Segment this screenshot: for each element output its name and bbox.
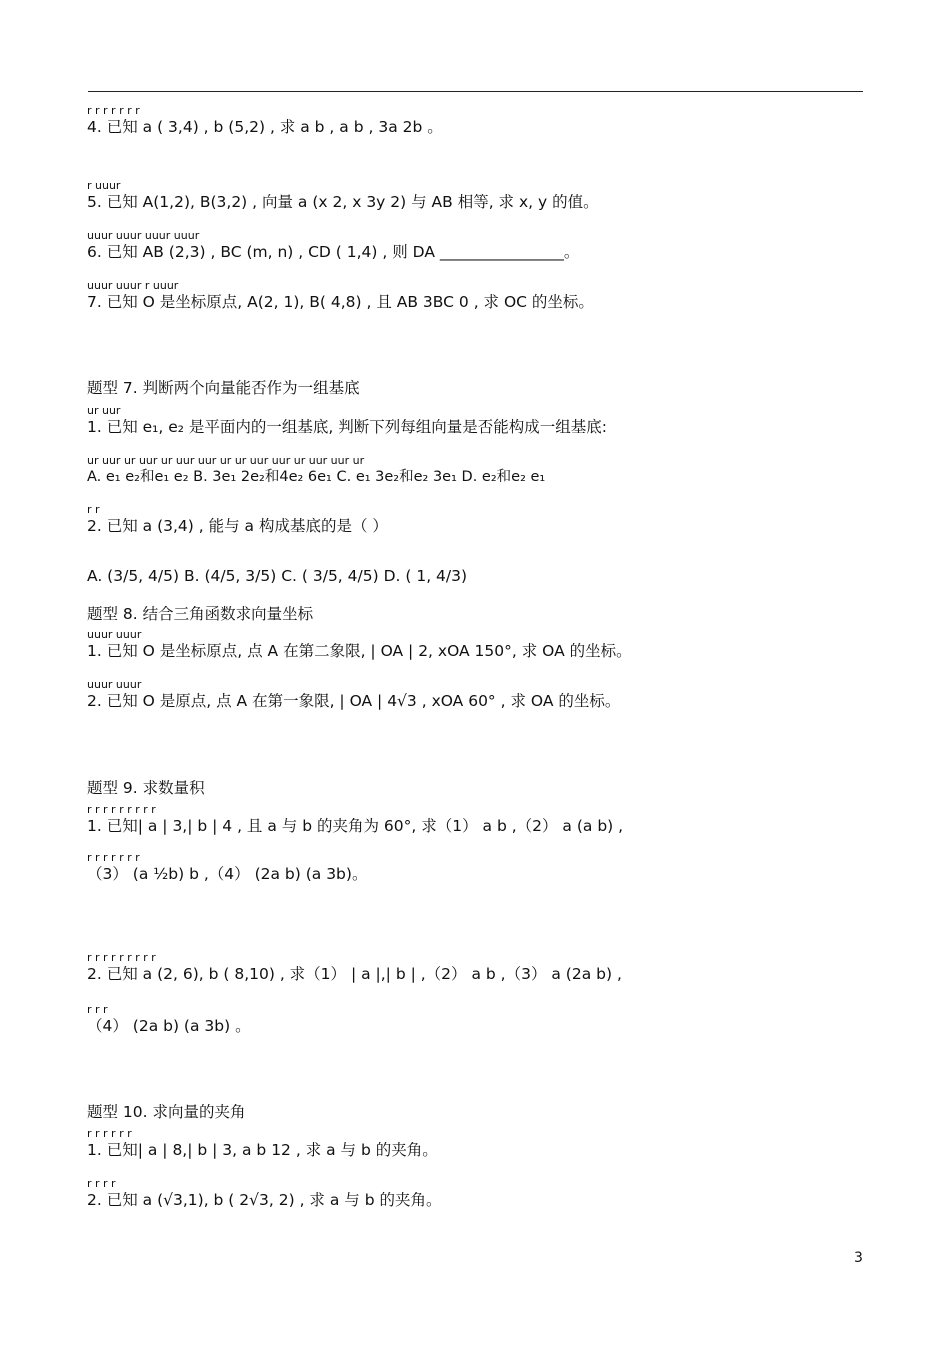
vector-accent-marks: uuur uuur bbox=[87, 678, 142, 691]
section-title bbox=[87, 778, 205, 798]
vector-accent-marks: ur uur ur uur ur uur uur ur ur uur uur ur uur uur ur bbox=[87, 454, 365, 467]
problem-line bbox=[87, 1127, 438, 1160]
vector-accent-marks: ur uur bbox=[87, 404, 121, 417]
problem-text: （4） (2a b) (a 3b) 。 bbox=[87, 1017, 251, 1035]
problem-line bbox=[87, 404, 608, 437]
vector-accent-marks: r r r r r r r bbox=[87, 104, 140, 117]
section-title bbox=[87, 1102, 246, 1122]
problem-text: 5. 已知 A(1,2), B(3,2) , 向量 a (x 2, x 3y 2) 与 AB 相等, 求 x, y 的值。 bbox=[87, 193, 599, 211]
vector-accent-marks: uuur uuur r uuur bbox=[87, 279, 179, 292]
problem-line bbox=[87, 678, 621, 711]
vector-accent-marks: uuur uuur uuur uuur bbox=[87, 229, 200, 242]
problem-text: 6. 已知 AB (2,3) , BC (m, n) , CD ( 1,4) , 则 DA ________________。 bbox=[87, 243, 580, 261]
options-line bbox=[87, 454, 546, 487]
problem-text: 2. 已知 a (3,4) , 能与 a 构成基底的是（ ） bbox=[87, 517, 388, 535]
vector-accent-marks: r r r r r r r r r bbox=[87, 951, 156, 964]
section-title-text: 题型 9. 求数量积 bbox=[87, 779, 205, 797]
problem-line bbox=[87, 1177, 442, 1210]
vector-accent-marks: r r bbox=[87, 503, 100, 516]
vector-accent-marks: r r r r r r r r r bbox=[87, 803, 156, 816]
problem-text: 2. 已知 a (2, 6), b ( 8,10) , 求（1） | a |,| b | ,（2） a b ,（3） a (2a b) , bbox=[87, 965, 622, 983]
problem-line bbox=[87, 179, 599, 212]
problem-text: 1. 已知| a | 8,| b | 3, a b 12 , 求 a 与 b 的夹角。 bbox=[87, 1141, 438, 1159]
problem-text: （3） (a ½b) b ,（4） (2a b) (a 3b)。 bbox=[87, 865, 368, 883]
vector-accent-marks: uuur uuur bbox=[87, 628, 142, 641]
options-line bbox=[87, 566, 467, 586]
vector-accent-marks: r r r bbox=[87, 1003, 108, 1016]
page-number: 3 bbox=[854, 1250, 863, 1266]
problem-line bbox=[87, 628, 632, 661]
header-rule bbox=[88, 91, 863, 92]
problem-text: 1. 已知 O 是坐标原点, 点 A 在第二象限, | OA | 2, xOA 150°, 求 OA 的坐标。 bbox=[87, 642, 632, 660]
problem-text: 4. 已知 a ( 3,4) , b (5,2) , 求 a b , a b , 3a 2b 。 bbox=[87, 118, 443, 136]
section-title-text: 题型 7. 判断两个向量能否作为一组基底 bbox=[87, 379, 360, 397]
problem-line bbox=[87, 803, 624, 836]
options-text: A. (3/5, 4/5) B. (4/5, 3/5) C. ( 3/5, 4/5) D. ( 1, 4/3) bbox=[87, 567, 468, 585]
options-text: A. e₁ e₂和e₁ e₂ B. 3e₁ 2e₂和4e₂ 6e₁ C. e₁ 3e₂和e₂ 3e₁ D. e₂和e₂ e₁ bbox=[87, 469, 546, 485]
problem-line bbox=[87, 229, 580, 262]
problem-text: 2. 已知 a (√3,1), b ( 2√3, 2) , 求 a 与 b 的夹角。 bbox=[87, 1191, 442, 1209]
vector-accent-marks: r r r r r r r bbox=[87, 851, 140, 864]
problem-line bbox=[87, 279, 594, 312]
section-title bbox=[87, 378, 360, 398]
problem-text: 1. 已知 e₁, e₂ 是平面内的一组基底, 判断下列每组向量是否能构成一组基底: bbox=[87, 418, 608, 436]
vector-accent-marks: r uuur bbox=[87, 179, 121, 192]
section-title bbox=[87, 604, 313, 624]
problem-line bbox=[87, 951, 622, 984]
section-title-text: 题型 8. 结合三角函数求向量坐标 bbox=[87, 605, 314, 623]
vector-accent-marks: r r r r r r bbox=[87, 1127, 132, 1140]
problem-line bbox=[87, 503, 388, 536]
problem-text: 1. 已知| a | 3,| b | 4 , 且 a 与 b 的夹角为 60°, 求（1） a b ,（2） a (a b) , bbox=[87, 817, 624, 835]
problem-line bbox=[87, 851, 368, 884]
problem-text: 7. 已知 O 是坐标原点, A(2, 1), B( 4,8) , 且 AB 3BC 0 , 求 OC 的坐标。 bbox=[87, 293, 594, 311]
problem-line bbox=[87, 104, 443, 137]
problem-line bbox=[87, 1003, 251, 1036]
section-title-text: 题型 10. 求向量的夹角 bbox=[87, 1103, 246, 1121]
problem-text: 2. 已知 O 是原点, 点 A 在第一象限, | OA | 4√3 , xOA 60° , 求 OA 的坐标。 bbox=[87, 692, 621, 710]
vector-accent-marks: r r r r bbox=[87, 1177, 116, 1190]
